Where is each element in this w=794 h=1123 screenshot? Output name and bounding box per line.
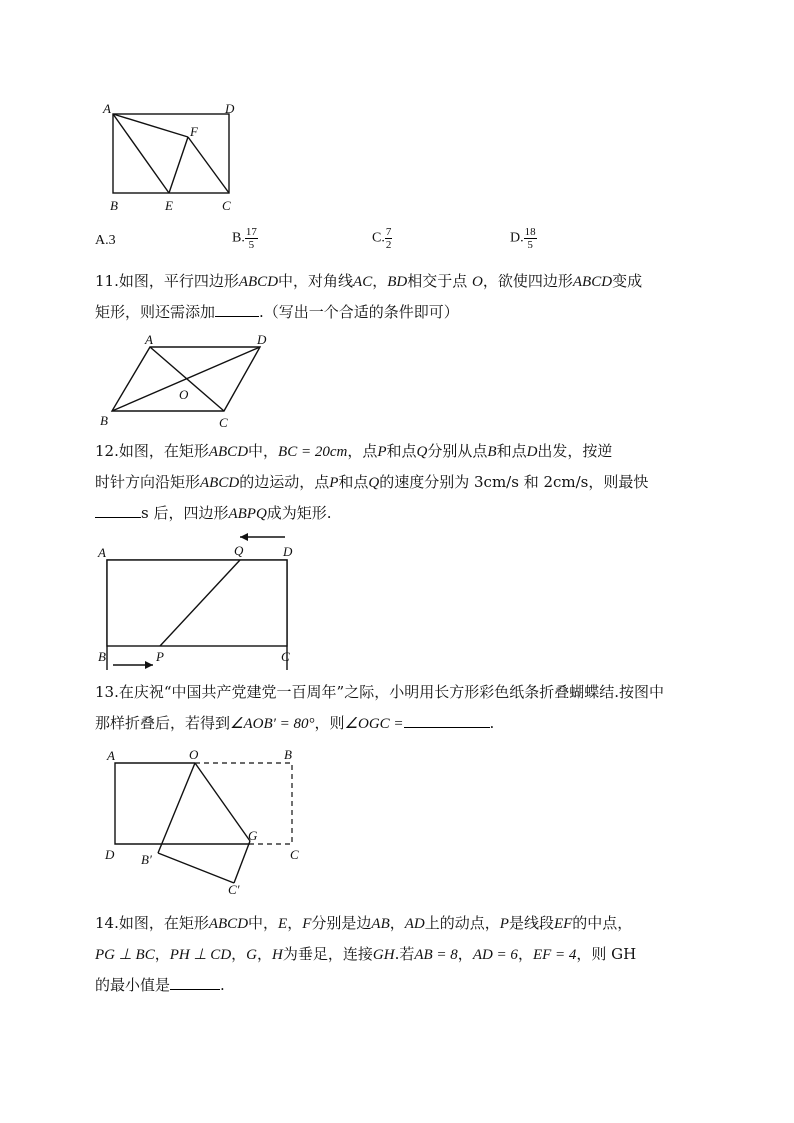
- fig10-label-c: C: [222, 198, 231, 213]
- q14-line1: 14.如图，在矩形ABCD中，E，F分别是边AB，AD上的动点，P是线段EF的中点，: [95, 914, 633, 932]
- fig10-label-d: D: [225, 101, 235, 116]
- fig12-label-q: Q: [234, 543, 244, 558]
- fig13-label-g: G: [248, 828, 258, 843]
- q12-line2: 时针方向沿矩形ABCD的边运动，点P和点Q的速度分别为 3cm/s 和 2cm/s，则最快: [95, 473, 649, 491]
- q11-figure: [95, 330, 285, 430]
- answer-blank[interactable]: [95, 503, 141, 518]
- option-c: C. $\frac{7}{2}$: [372, 226, 392, 251]
- q13-line2: 那样折叠后，若得到∠AOB′ = 80°，则∠OGC = .: [95, 714, 495, 732]
- q12-line1: 12.如图，在矩形ABCD中，BC = 20cm，点P和点Q分别从点B和点D出发，按逆: [95, 442, 613, 460]
- fig11-label-b: B: [100, 413, 108, 428]
- q12-figure: [95, 530, 315, 670]
- fig10-label-a: A: [103, 101, 111, 116]
- option-a: A.3: [95, 233, 116, 248]
- fig13-label-a: A: [107, 748, 115, 763]
- fig13-label-o: O: [189, 747, 199, 762]
- fig12-label-b: B: [98, 649, 106, 664]
- answer-blank[interactable]: [170, 975, 220, 990]
- option-d: D. $\frac{18}{5}$: [510, 226, 536, 251]
- option-b: B. $\frac{17}{5}$: [232, 226, 257, 251]
- fig11-label-a: A: [145, 332, 153, 347]
- answer-blank[interactable]: [215, 302, 259, 317]
- answer-blank[interactable]: [404, 713, 490, 728]
- fig11-label-o: O: [179, 387, 189, 402]
- q12-line3: s 后，四边形ABPQ成为矩形.: [95, 503, 332, 524]
- fig12-label-a: A: [98, 545, 106, 560]
- fig13-label-b: B: [284, 747, 292, 762]
- fig11-label-d: D: [257, 332, 267, 347]
- fig13-label-b-prime: B′: [141, 852, 152, 867]
- q14-line2: PG ⊥ BC，PH ⊥ CD，G，H为垂足，连接GH.若AB = 8，AD = 6，EF = 4，则 GH: [95, 945, 637, 963]
- fig10-label-e: E: [165, 198, 173, 213]
- q11-line2: 矩形，则还需添加 .（写出一个合适的条件即可）: [95, 303, 459, 321]
- fig11-label-c: C: [219, 415, 228, 430]
- q10-figure: [100, 100, 250, 215]
- fig12-label-c: C: [281, 649, 290, 664]
- fig13-label-c: C: [290, 847, 299, 862]
- fig12-label-p: P: [156, 649, 164, 664]
- q13-figure: [100, 740, 320, 900]
- q13-line1: 13.在庆祝“中国共产党建党一百周年”之际，小明用长方形彩色纸条折叠蝴蝶结.按图中: [95, 683, 664, 701]
- fig10-label-b: B: [110, 198, 118, 213]
- fig13-label-d: D: [105, 847, 115, 862]
- fig10-label-f: F: [190, 124, 198, 139]
- fig12-label-d: D: [283, 544, 293, 559]
- q11-line1: 11.如图，平行四边形ABCD中，对角线AC，BD相交于点 O，欲使四边形ABCD变成: [95, 272, 643, 290]
- q14-line3: 的最小值是 .: [95, 976, 225, 994]
- fig13-label-c-prime: C′: [228, 882, 240, 897]
